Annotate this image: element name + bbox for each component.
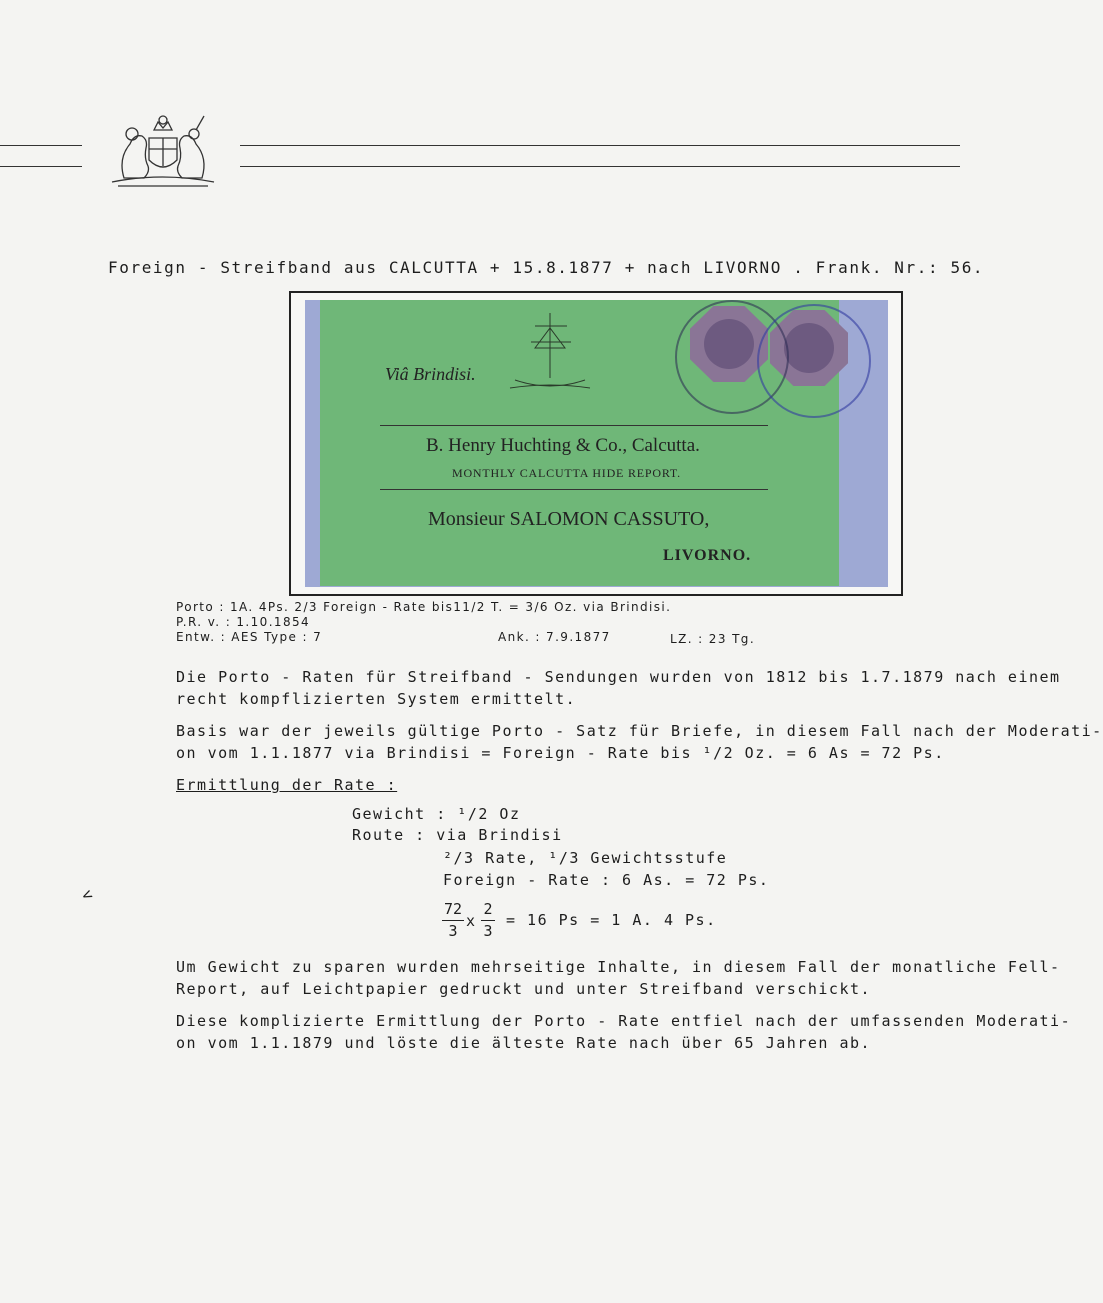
calc-gewicht: Gewicht : ¹/2 Oz — [352, 805, 521, 823]
porto-line: Porto : 1A. 4Ps. 2/3 Foreign - Rate bis11/2 T. = 3/6 Oz. via Brindisi. — [176, 600, 672, 614]
fraction1-numerator: 72 — [443, 900, 463, 918]
calc-route: Route : via Brindisi — [352, 826, 563, 844]
fraction1-bar — [442, 920, 464, 921]
fraction1-denominator: 3 — [448, 922, 458, 940]
entw-line: Entw. : AES Type : 7 — [176, 630, 323, 644]
fraction2-denominator: 3 — [483, 922, 493, 940]
report-title: MONTHLY CALCUTTA HIDE REPORT. — [452, 466, 681, 480]
calc-rate: ²/3 Rate, ¹/3 Gewichtsstufe — [443, 849, 728, 867]
royal-coat-of-arms-icon — [104, 108, 222, 188]
para3-line2: Report, auf Leichtpapier gedruckt und unter Streifband verschickt. — [176, 980, 872, 998]
margin-tick-mark: < — [78, 883, 97, 906]
page-heading: Foreign - Streifband aus CALCUTTA + 15.8.1877 + nach LIVORNO . Frank. Nr.: 56. — [108, 258, 985, 277]
company-name: B. Henry Huchting & Co., Calcutta. — [426, 435, 700, 456]
para1-line1: Die Porto - Raten für Streifband - Sendungen wurden von 1812 bis 1.7.1879 nach einem — [176, 668, 1061, 686]
prv-line: P.R. v. : 1.10.1854 — [176, 615, 311, 629]
times-sign: x — [466, 912, 477, 930]
para4-line1: Diese komplizierte Ermittlung der Porto - Rate entfiel nach der umfassenden Moderati- — [176, 1012, 1072, 1030]
calc-title: Ermittlung der Rate : — [176, 776, 398, 794]
para1-line2: recht kompflizierten System ermittelt. — [176, 690, 577, 708]
calc-foreign: Foreign - Rate : 6 As. = 72 Ps. — [443, 871, 770, 889]
para3-line1: Um Gewicht zu sparen wurden mehrseitige Inhalte, in diesem Fall der monatliche Fell- — [176, 958, 1061, 976]
header-rule-right-bottom — [240, 166, 960, 167]
addressee-name: Monsieur SALOMON CASSUTO, — [428, 508, 710, 530]
postmark-right — [757, 304, 871, 418]
address-divider-2 — [380, 489, 768, 490]
para4-line2: on vom 1.1.1879 und löste die älteste Rate nach über 65 Jahren ab. — [176, 1034, 872, 1052]
ank-line: Ank. : 7.9.1877 — [498, 630, 611, 644]
header-rule-right-top — [240, 145, 960, 146]
destination-city: LIVORNO. — [663, 547, 752, 564]
via-brindisi-label: Viâ Brindisi. — [385, 364, 476, 384]
fraction2-numerator: 2 — [483, 900, 493, 918]
formula-result: = 16 Ps = 1 A. 4 Ps. — [506, 911, 717, 929]
lz-line: LZ. : 23 Tg. — [670, 632, 756, 646]
header-rule-left-top — [0, 145, 82, 146]
para2-line2: on vom 1.1.1877 via Brindisi = Foreign - Rate bis ¹/2 Oz. = 6 As = 72 Ps. — [176, 744, 945, 762]
ship-vignette-icon — [505, 308, 595, 393]
fraction2-bar — [481, 920, 495, 921]
header-rule-left-bottom — [0, 166, 82, 167]
para2-line1: Basis war der jeweils gültige Porto - Satz für Briefe, in diesem Fall nach der Moderati- — [176, 722, 1103, 740]
address-divider-1 — [380, 425, 768, 426]
